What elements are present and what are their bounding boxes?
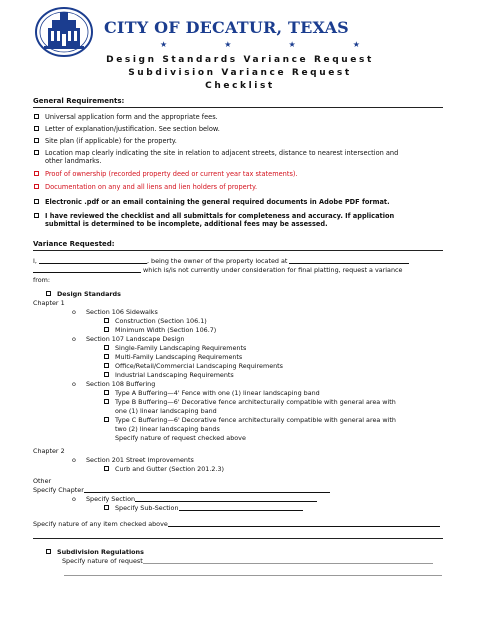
checkbox[interactable] — [34, 171, 39, 176]
checkbox[interactable] — [34, 184, 39, 189]
specify-nature-row: Specify nature of any item checked above — [33, 520, 440, 528]
checklist-item[interactable]: Office/Retail/Commercial Landscaping Requirements — [104, 362, 283, 370]
star-icon: ★ — [160, 40, 168, 49]
checkbox[interactable] — [104, 354, 109, 359]
checkbox[interactable] — [104, 327, 109, 332]
checklist-item[interactable]: Proof of ownership (recorded property deed or current year tax statements). — [34, 170, 298, 178]
checklist-item[interactable]: Electronic .pdf or an email containing the general required documents in Adobe PDF format. — [34, 198, 390, 206]
checklist-item[interactable]: Minimum Width (Section 106.7) — [104, 326, 216, 334]
checkbox[interactable] — [104, 363, 109, 368]
divider — [33, 107, 443, 108]
chapter-1-label: Chapter 1 — [33, 299, 65, 307]
variance-requested-heading: Variance Requested: — [33, 240, 115, 248]
checkbox[interactable] — [104, 390, 109, 395]
star-icon: ★ — [352, 40, 360, 49]
checkbox[interactable] — [34, 138, 39, 143]
checklist-item[interactable]: Type A Buffering—4' Fence with one (1) linear landscaping band — [104, 389, 320, 397]
chapter-2-label: Chapter 2 — [33, 447, 65, 455]
checklist-item[interactable]: Site plan (if applicable) for the property. — [34, 137, 177, 145]
property-location-field[interactable] — [289, 257, 409, 264]
specify-subsection-field[interactable] — [179, 504, 303, 511]
checkbox[interactable] — [104, 372, 109, 377]
form-title-line-3: Checklist — [205, 81, 275, 91]
city-seal-logo — [34, 6, 94, 58]
owner-name-field[interactable] — [39, 257, 147, 264]
platting-statement: which is/is not currently under consideration for final platting, request a variance — [33, 266, 402, 274]
checkbox[interactable] — [104, 466, 109, 471]
checklist-item[interactable]: Multi-Family Landscaping Requirements — [104, 353, 242, 361]
form-title-line-1: Design Standards Variance Request — [106, 55, 374, 65]
checklist-item[interactable]: Construction (Section 106.1) — [104, 317, 207, 325]
other-label: Other — [33, 477, 52, 485]
checklist-item[interactable]: Type C Buffering—6' Decorative fence architecturally compatible with general area with — [104, 416, 396, 424]
answer-line[interactable] — [64, 575, 442, 576]
subdivision-regulations-option[interactable]: Subdivision Regulations — [46, 548, 144, 556]
checklist-item[interactable]: Single-Family Landscaping Requirements — [104, 344, 246, 352]
checkbox[interactable] — [104, 505, 109, 510]
form-title-line-2: Subdivision Variance Request — [128, 68, 352, 78]
checkbox[interactable] — [34, 114, 39, 119]
checkbox[interactable] — [104, 345, 109, 350]
checklist-item-continued: two (2) linear landscaping bands — [115, 425, 220, 433]
checkbox[interactable] — [34, 126, 39, 131]
checklist-item[interactable]: Documentation on any and all liens and lien holders of property. — [34, 183, 257, 191]
star-icon: ★ — [224, 40, 232, 49]
checkbox[interactable] — [104, 417, 109, 422]
answer-line[interactable] — [33, 538, 443, 539]
specify-request-field[interactable] — [143, 557, 433, 564]
checkbox[interactable] — [46, 291, 51, 296]
checkbox[interactable] — [104, 318, 109, 323]
checklist-item-continued: submittal is determined to be incomplete, additional fees may be assessed. — [45, 220, 328, 228]
specify-section-field[interactable] — [135, 495, 317, 502]
checklist-item[interactable]: Curb and Gutter (Section 201.2.3) — [104, 465, 224, 473]
checkbox[interactable] — [34, 199, 39, 204]
checkbox[interactable] — [34, 213, 39, 218]
specify-nature-note: Specify nature of request checked above — [115, 434, 246, 442]
specify-subsection-row: Specify Sub-Section — [104, 504, 303, 512]
checkbox[interactable] — [34, 150, 39, 155]
design-standards-option[interactable]: Design Standards — [46, 290, 121, 298]
star-row — [160, 40, 360, 49]
from-label: from: — [33, 276, 51, 284]
checklist-item[interactable]: Industrial Landscaping Requirements — [104, 371, 234, 379]
specify-chapter-field[interactable] — [84, 486, 330, 493]
specify-section-row: o Specify Section — [72, 495, 317, 503]
checklist-item[interactable]: I have reviewed the checklist and all submittals for completeness and accuracy. If application — [34, 212, 394, 220]
star-icon: ★ — [288, 40, 296, 49]
section-107: o Section 107 Landscape Design — [72, 335, 185, 343]
section-201: o Section 201 Street Improvements — [72, 456, 194, 464]
specify-request-row: Specify nature of request — [62, 557, 433, 565]
owner-statement: I, , being the owner of the property located at — [33, 257, 409, 265]
specify-nature-field[interactable] — [168, 520, 440, 527]
checkbox[interactable] — [104, 399, 109, 404]
checkbox[interactable] — [46, 549, 51, 554]
general-requirements-heading: General Requirements: — [33, 97, 125, 105]
property-location-field-2[interactable] — [33, 266, 141, 273]
city-name: CITY OF DECATUR, TEXAS — [104, 18, 349, 37]
section-106: o Section 106 Sidewalks — [72, 308, 158, 316]
checklist-item[interactable]: Universal application form and the appropriate fees. — [34, 113, 218, 121]
divider — [33, 250, 443, 251]
specify-chapter-row: Specify Chapter — [33, 486, 330, 494]
checklist-item-continued: one (1) linear landscaping band — [115, 407, 217, 415]
checklist-item[interactable]: Type B Buffering—6' Decorative fence architecturally compatible with general area with — [104, 398, 396, 406]
section-108: o Section 108 Buffering — [72, 380, 156, 388]
checklist-item[interactable]: Location map clearly indicating the site in relation to adjacent streets, distance to nearest intersection and — [34, 149, 398, 157]
checklist-item-continued: other landmarks. — [45, 157, 102, 165]
checklist-item[interactable]: Letter of explanation/justification. See section below. — [34, 125, 220, 133]
